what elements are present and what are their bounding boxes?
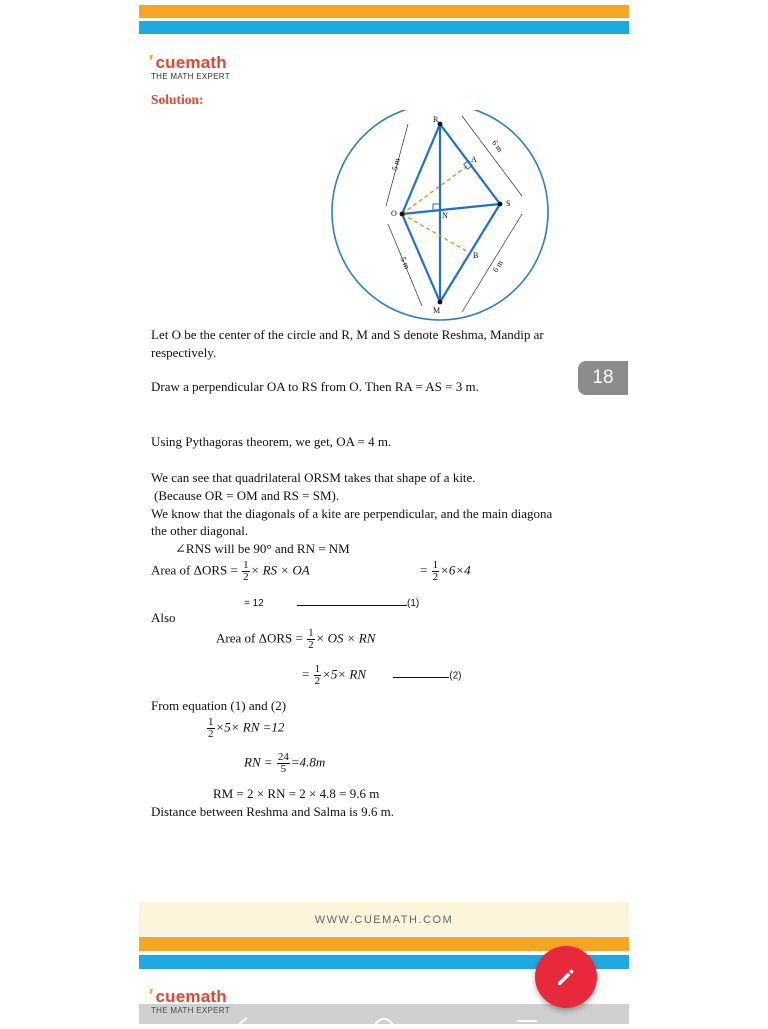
page-number-badge[interactable]: 18 [578, 361, 628, 395]
home-icon[interactable] [375, 1019, 393, 1024]
text-line-1a: Let O be the center of the circle and R, M and S denote Reshma, Mandip ar [151, 327, 544, 342]
perpendicular-OB [402, 214, 470, 253]
text-line-6a: We know that the diagonals of a kite are perpendicular, and the main diagona [151, 506, 553, 521]
kite-circle-diagram [290, 110, 550, 325]
label-5m-top: 5 m [390, 157, 402, 172]
pencil-icon [554, 965, 578, 989]
edit-fab-button[interactable] [535, 946, 597, 1008]
text-rm-line: RM = 2 × RN = 2 × 4.8 = 9.6 m [213, 786, 380, 801]
label-A: A [471, 155, 477, 164]
brand-tagline: THE MATH EXPERT [151, 72, 230, 81]
footer-website[interactable]: WWW.CUEMATH.COM [314, 914, 454, 926]
text-final: Distance between Reshma and Salma is 9.6 m. [151, 804, 394, 819]
solution-heading: Solution: [151, 92, 204, 107]
label-B: B [473, 251, 479, 260]
equation-a: $\frac{1}{2}$ ×5× RN =12 [208, 716, 285, 740]
equation-tag-1: (1) [407, 598, 420, 609]
footer-brand-logo: ′ cuemath [149, 986, 227, 1006]
label-N: N [442, 211, 448, 220]
header-brand [149, 52, 230, 81]
fraction-half: $\frac{1}{2}$ [243, 559, 249, 583]
footer-brand-tagline: THE MATH EXPERT [151, 1006, 230, 1015]
fraction-half: $\frac{1}{2}$ [432, 559, 439, 583]
area-equation-1-right: = $\frac{1}{2}$ ×6×4 [420, 559, 471, 583]
label-5m-bottom: 5 m [398, 255, 412, 271]
top-stripe-blue [139, 21, 629, 34]
area-equation-2: Area of ΔORS = $\frac{1}{2}$ × OS × RN [216, 627, 376, 651]
text-line-3: Using Pythagoras theorem, we get, OA = 4 m. [151, 434, 392, 449]
text-also: Also [151, 610, 176, 625]
area1-expr: × RS × OA [250, 562, 310, 578]
fraction-half: $\frac{1}{2}$ [314, 663, 321, 687]
label-M: M [433, 306, 441, 315]
text-from-equation: From equation (1) and (2) [151, 698, 287, 713]
fraction-half: $\frac{1}{2}$ [308, 627, 314, 651]
nav-icons [139, 1004, 629, 1024]
top-stripe-orange [139, 5, 629, 18]
text-line-1b: respectively. [151, 345, 217, 360]
area1-label: Area of ΔORS = [151, 562, 238, 578]
text-line-5: (Because OR = OM and RS = SM). [154, 488, 340, 503]
point-S [498, 202, 503, 207]
fraction-half: $\frac{1}{2}$ [208, 716, 214, 740]
area-equation-1 [151, 560, 310, 583]
text-line-7: ∠RNS will be 90° and RN = NM [175, 541, 350, 556]
label-6m-top: 6 m [489, 138, 505, 154]
text-line-4: We can see that quadrilateral ORSM takes that shape of a kite. [151, 470, 476, 485]
system-navigation-bar [139, 1004, 629, 1024]
point-M [438, 300, 443, 305]
label-S: S [506, 199, 511, 208]
area1-result: = 12 [244, 598, 264, 609]
brand-logo: ′ cuemath [149, 52, 227, 72]
text-line-2: Draw a perpendicular OA to RS from O. Then RA = AS = 3 m. [151, 379, 479, 394]
fraction-24-5: $\frac{24}{5}$ [277, 751, 289, 775]
label-O: O [391, 209, 397, 218]
equation-b: RN = $\frac{24}{5}$ =4.8m [244, 751, 326, 775]
back-icon[interactable] [239, 1018, 247, 1024]
area1-result-line [244, 593, 419, 612]
label-6m-bottom: 6 m [490, 258, 505, 274]
equation-tag-2: (2) [449, 670, 462, 682]
dim-line-bottom-right [462, 214, 522, 312]
text-line-6b: the other diagonal. [151, 523, 249, 538]
segment-OS [402, 204, 500, 214]
area-equation-2-line2: = $\frac{1}{2}$ ×5× RN (2) [302, 663, 462, 687]
point-O [400, 212, 405, 217]
label-R: R [433, 115, 439, 124]
